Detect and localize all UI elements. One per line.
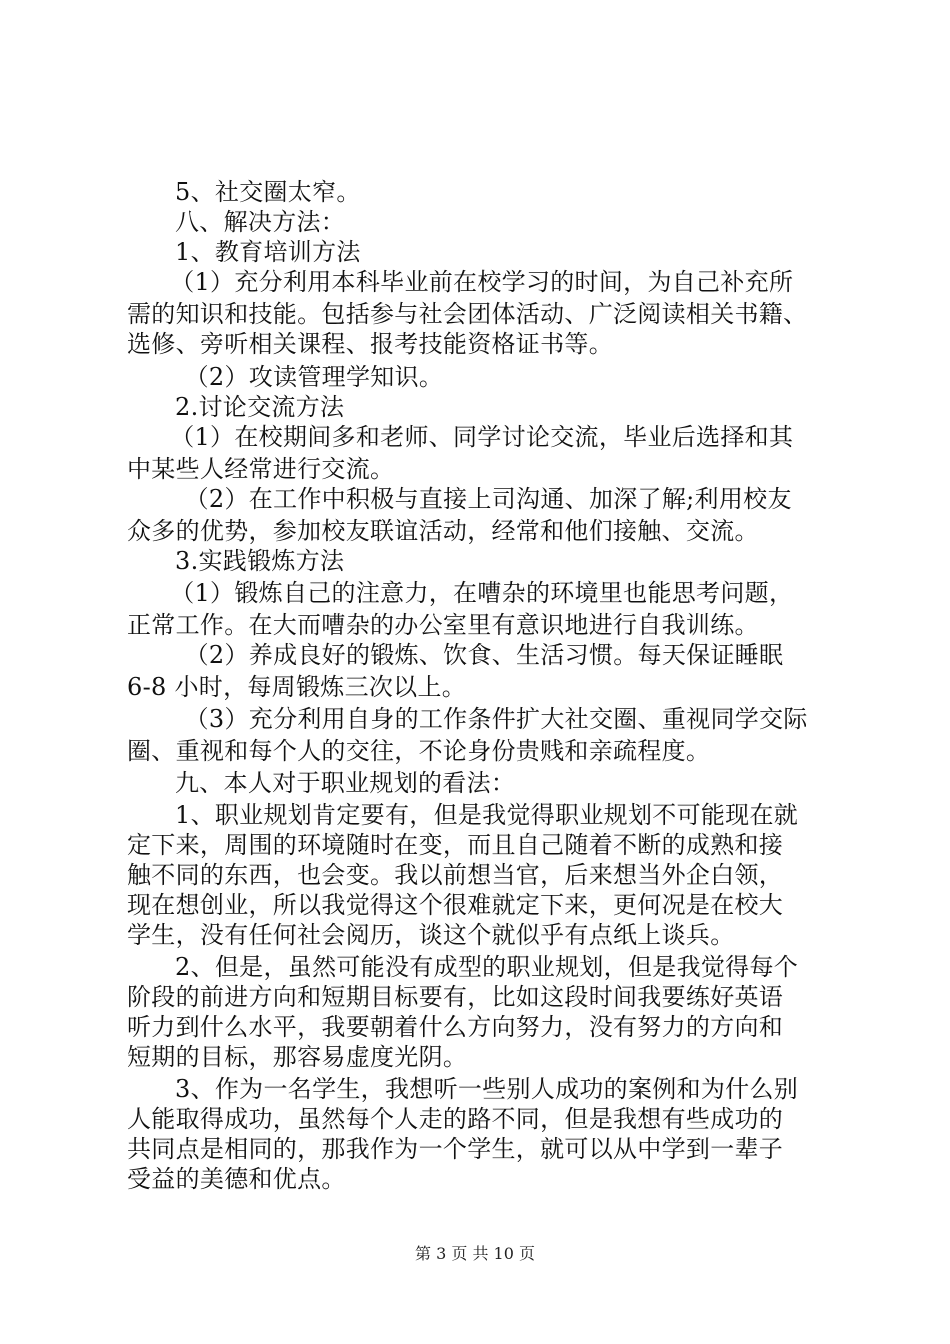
text-line: 定下来，周围的环境随时在变，而且自己随着不断的成熟和接 [127,831,784,859]
text-line: 现在想创业，所以我觉得这个很难就定下来，更何况是在校大 [127,891,784,919]
text-line: 1、教育培训方法 [175,238,361,266]
text-line: （2）攻读管理学知识。 [184,363,444,391]
text-line: （2）养成良好的锻炼、饮食、生活习惯。每天保证睡眠 [184,641,784,669]
document-body [127,177,840,1194]
text-line: 听力到什么水平，我要朝着什么方向努力，没有努力的方向和 [127,1013,784,1041]
text-line: 众多的优势，参加校友联谊活动，经常和他们接触、交流。 [127,517,759,545]
text-line: （3）充分利用自身的工作条件扩大社交圈、重视同学交际 [184,705,808,733]
text-line: （1）在校期间多和老师、同学讨论交流，毕业后选择和其 [170,423,794,451]
text-line: （2）在工作中积极与直接上司沟通、加深了解;利用校友 [184,485,792,513]
text-line: 八、解决方法： [175,208,346,236]
text-line: 需的知识和技能。包括参与社会团体活动、广泛阅读相关书籍、 [127,300,808,328]
text-line: 圈、重视和每个人的交往，不论身份贵贱和亲疏程度。 [127,737,711,765]
text-line: 受益的美德和优点。 [127,1165,346,1193]
text-line: 人能取得成功，虽然每个人走的路不同，但是我想有些成功的 [127,1105,784,1133]
text-line: 短期的目标，那容易虚度光阴。 [127,1043,468,1071]
text-line: 3、作为一名学生，我想听一些别人成功的案例和为什么别 [175,1075,799,1103]
text-line: 2.讨论交流方法 [175,393,345,421]
text-line: 学生，没有任何社会阅历，谈这个就似乎有点纸上谈兵。 [127,921,735,949]
text-line: （1）锻炼自己的注意力，在嘈杂的环境里也能思考问题， [170,579,794,607]
text-line: 5、社交圈太窄。 [175,178,361,206]
text-line: 阶段的前进方向和短期目标要有，比如这段时间我要练好英语 [127,983,784,1011]
text-line: 6-8 小时，每周锻炼三次以上。 [127,673,467,701]
text-line: 中某些人经常进行交流。 [127,455,395,483]
text-line: 1、职业规划肯定要有，但是我觉得职业规划不可能现在就 [175,801,799,829]
text-line: 2、但是，虽然可能没有成型的职业规划，但是我觉得每个 [175,953,799,981]
text-line: （1）充分利用本科毕业前在校学习的时间，为自己补充所 [170,268,794,296]
text-line: 正常工作。在大而嘈杂的办公室里有意识地进行自我训练。 [127,611,759,639]
text-line: 触不同的东西，也会变。我以前想当官，后来想当外企白领， [127,861,784,889]
text-line: 九、本人对于职业规划的看法： [175,769,516,797]
text-line: 3.实践锻炼方法 [175,547,345,575]
text-line: 共同点是相同的，那我作为一个学生，就可以从中学到一辈子 [127,1135,784,1163]
text-line: 选修、旁听相关课程、报考技能资格证书等。 [127,330,613,358]
page-footer: 第 3 页 共 10 页 [415,1244,535,1263]
